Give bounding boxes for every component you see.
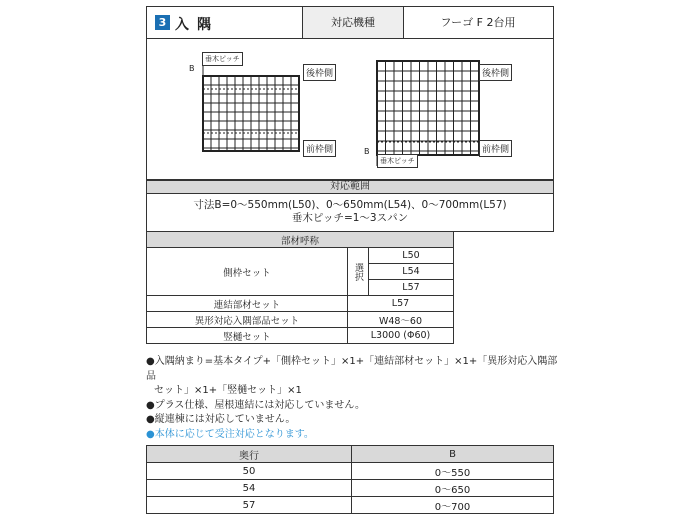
depth-cell: 54 (147, 480, 352, 497)
parts-table (146, 231, 454, 344)
right-b-label: B (364, 147, 370, 156)
left-pitch-label: 垂木ピッチ (202, 52, 243, 66)
left-b-label: B (189, 64, 195, 73)
b-cell: 0～700 (352, 497, 554, 514)
note-line: ●縦連棟には対応していません。 (146, 414, 296, 425)
left-rear-label: 後枠側 (303, 64, 336, 81)
option-l54: L54 (369, 264, 454, 280)
notes (146, 355, 566, 442)
note-line: ●プラス仕様、屋根連結には対応していません。 (146, 399, 366, 411)
option-l50: L50 (369, 248, 454, 264)
range-title: 対応範囲 (146, 180, 554, 194)
note-line: ●入隅納まり=基本タイプ+「側枠セット」×1+「連結部材セット」×1+「異形対応入隅部品 (146, 356, 558, 382)
right-diagram (377, 61, 479, 166)
depth-cell: 57 (147, 497, 352, 514)
header-bar (146, 6, 554, 39)
part-name: 竪樋セット (147, 328, 348, 344)
diagram-area (146, 39, 554, 180)
option-l57: L57 (369, 280, 454, 296)
range-line-2: 垂木ピッチ=1～3スパン (291, 212, 409, 224)
compatible-model-value: フーゴ F 2台用 (440, 16, 516, 29)
part-value: L57 (348, 296, 454, 312)
side-frame-label: 側枠セット (147, 248, 348, 296)
part-value: W48～60 (348, 312, 454, 328)
note-blue: ●本体に応じて受注対応となります。 (146, 428, 314, 440)
b-cell: 0～650 (352, 480, 554, 497)
b-cell: 0～550 (352, 463, 554, 480)
right-pitch-label: 垂木ピッチ (377, 154, 418, 168)
left-front-label: 前枠側 (303, 140, 336, 157)
range-line-1: 寸法B=0～550mm(L50)、0～650mm(L54)、0～700mm(L57) (193, 199, 507, 211)
part-name: 異形対応入隅部品セット (147, 312, 348, 328)
right-front-label: 前枠側 (479, 140, 512, 157)
left-diagram (203, 61, 299, 151)
right-rear-label: 後枠側 (479, 64, 512, 81)
depth-table (146, 445, 554, 514)
part-value: L3000 (Φ60) (348, 328, 454, 344)
depth-header: 奥行 (147, 446, 352, 463)
note-line: セット」×1+「竪樋セット」×1 (154, 385, 302, 396)
range-body (146, 194, 554, 232)
section-number: 3 (155, 15, 170, 30)
b-header: B (352, 446, 554, 463)
section-title: 入隅 (175, 17, 219, 33)
compatible-model-label: 対応機種 (302, 7, 404, 38)
select-label: 選択 (348, 248, 369, 296)
part-name: 連結部材セット (147, 296, 348, 312)
parts-title: 部材呼称 (147, 232, 454, 248)
depth-cell: 50 (147, 463, 352, 480)
